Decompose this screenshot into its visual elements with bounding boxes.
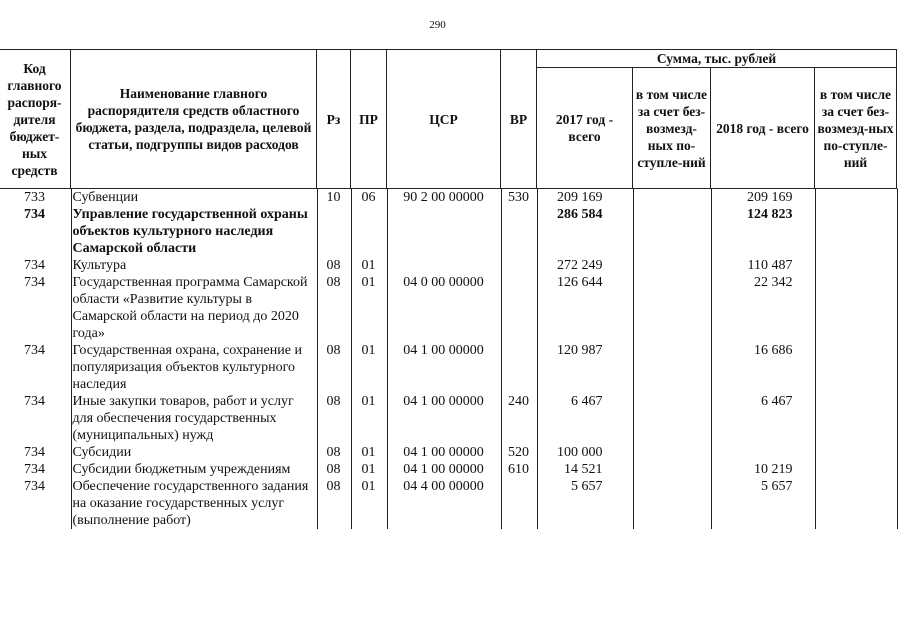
cell-code: 734 [24, 445, 45, 460]
cell-pr: 06 [361, 190, 376, 205]
cell-code: 734 [24, 258, 45, 273]
cell-name: Иные закупки товаров, работ и услуг для обеспечения государственных (муниципальных) нужд [72, 394, 294, 443]
cell-v2018-free [815, 257, 897, 274]
cell-v2017: 209 169 [557, 190, 603, 205]
cell-name: Субсидии бюджетным учреждениям [72, 462, 291, 477]
cell-v2017-free [633, 274, 711, 342]
header-2017-free: в том числе за счет без-возмезд-ных по-ступле-ний [633, 68, 711, 189]
cell-vr [501, 274, 537, 342]
cell-code: 733 [24, 190, 45, 205]
cell-csr: 04 1 00 00000 [403, 394, 484, 409]
table-row [0, 393, 897, 444]
cell-vr: 530 [508, 190, 529, 205]
header-sum: Сумма, тыс. рублей [537, 50, 897, 68]
cell-v2017-free [633, 342, 711, 393]
table-row [0, 461, 897, 478]
cell-v2017: 126 644 [557, 275, 603, 290]
table-body [0, 189, 897, 530]
cell-rz: 10 [326, 190, 341, 205]
cell-v2017: 5 657 [571, 479, 603, 494]
cell-v2018: 209 169 [747, 190, 793, 205]
table-row [0, 189, 897, 207]
cell-v2017-free [633, 206, 711, 257]
cell-v2018-free [815, 274, 897, 342]
cell-v2018: 10 219 [754, 462, 793, 477]
cell-v2018-free [815, 444, 897, 461]
cell-code: 734 [24, 394, 45, 409]
cell-v2017: 6 467 [571, 394, 603, 409]
cell-csr: 04 0 00 00000 [403, 275, 484, 290]
cell-v2017: 100 000 [557, 445, 603, 460]
cell-v2017: 14 521 [564, 462, 603, 477]
cell-csr: 04 4 00 00000 [403, 479, 484, 494]
cell-pr: 01 [361, 394, 376, 409]
table-row [0, 444, 897, 461]
header-code: Код главного распоря-дителя бюджет-ных средств [0, 50, 71, 189]
cell-rz: 08 [326, 462, 341, 477]
budget-table [0, 49, 897, 529]
cell-v2018: 16 686 [754, 343, 793, 358]
cell-csr: 04 1 00 00000 [403, 343, 484, 358]
cell-csr: 04 1 00 00000 [403, 445, 484, 460]
cell-rz: 08 [326, 343, 341, 358]
cell-pr: 01 [361, 258, 376, 273]
cell-v2018 [711, 444, 815, 461]
cell-pr [351, 206, 387, 257]
cell-vr: 520 [508, 445, 529, 460]
cell-csr [387, 206, 501, 257]
cell-csr: 04 1 00 00000 [403, 462, 484, 477]
cell-code: 734 [24, 275, 45, 290]
cell-name: Государственная охрана, сохранение и популяризация объектов культурного наследия [72, 343, 302, 392]
cell-vr [501, 206, 537, 257]
table-row [0, 478, 897, 529]
cell-code: 734 [24, 462, 45, 477]
cell-v2017-free [633, 257, 711, 274]
cell-rz: 08 [326, 394, 341, 409]
cell-name: Обеспечение государственного задания на оказание государственных услуг (выполнение работ) [72, 479, 309, 528]
cell-v2017-free [633, 393, 711, 444]
cell-name: Субсидии [72, 445, 132, 460]
cell-pr: 01 [361, 343, 376, 358]
cell-pr: 01 [361, 275, 376, 290]
cell-rz [317, 206, 351, 257]
cell-v2017-free [633, 444, 711, 461]
cell-vr [501, 478, 537, 529]
table-row [0, 274, 897, 342]
header-pr: ПР [351, 50, 387, 189]
cell-rz: 08 [326, 275, 341, 290]
cell-v2017-free [633, 461, 711, 478]
cell-v2018: 124 823 [747, 207, 793, 222]
header-2018-total: 2018 год - всего [711, 68, 815, 189]
cell-v2017-free [633, 478, 711, 529]
cell-vr: 240 [508, 394, 529, 409]
cell-name: Субвенции [72, 190, 139, 205]
page-number: 290 [429, 19, 446, 31]
cell-pr: 01 [361, 479, 376, 494]
cell-name: Государственная программа Самарской области «Развитие культуры в Самарской области на период до 2020 года» [72, 275, 308, 341]
cell-csr [387, 257, 501, 274]
cell-v2018-free [815, 189, 897, 207]
header-2018-free: в том числе за счет без-возмезд-ных по-ступле-ний [815, 68, 897, 189]
header-vr: ВР [501, 50, 537, 189]
cell-pr: 01 [361, 462, 376, 477]
cell-v2018-free [815, 206, 897, 257]
cell-code: 734 [24, 207, 45, 222]
table-row [0, 257, 897, 274]
cell-v2018-free [815, 393, 897, 444]
cell-csr: 90 2 00 00000 [403, 190, 484, 205]
cell-vr [501, 257, 537, 274]
table-row [0, 206, 897, 257]
cell-vr [501, 342, 537, 393]
cell-v2018: 5 657 [761, 479, 793, 494]
cell-pr: 01 [361, 445, 376, 460]
cell-rz: 08 [326, 479, 341, 494]
header-csr: ЦСР [387, 50, 501, 189]
table-row [0, 342, 897, 393]
table-header [0, 50, 897, 189]
cell-name: Культура [72, 258, 127, 273]
cell-vr: 610 [508, 462, 529, 477]
cell-v2018: 110 487 [747, 258, 793, 273]
cell-rz: 08 [326, 258, 341, 273]
header-2017-total: 2017 год - всего [537, 68, 633, 189]
cell-v2017: 272 249 [557, 258, 603, 273]
cell-rz: 08 [326, 445, 341, 460]
cell-v2018-free [815, 461, 897, 478]
cell-v2018: 22 342 [754, 275, 793, 290]
cell-v2018-free [815, 478, 897, 529]
cell-v2017: 120 987 [557, 343, 603, 358]
cell-name: Управление государственной охраны объектов культурного наследия Самарской области [72, 207, 308, 256]
cell-v2017-free [633, 189, 711, 207]
cell-v2017: 286 584 [557, 207, 603, 222]
cell-v2018-free [815, 342, 897, 393]
cell-v2018: 6 467 [761, 394, 793, 409]
cell-code: 734 [24, 479, 45, 494]
header-rz: Рз [317, 50, 351, 189]
cell-code: 734 [24, 343, 45, 358]
header-name: Наименование главного распорядителя средств областного бюджета, раздела, подраздела, целевой статьи, подгруппы видов расходов [71, 50, 317, 189]
